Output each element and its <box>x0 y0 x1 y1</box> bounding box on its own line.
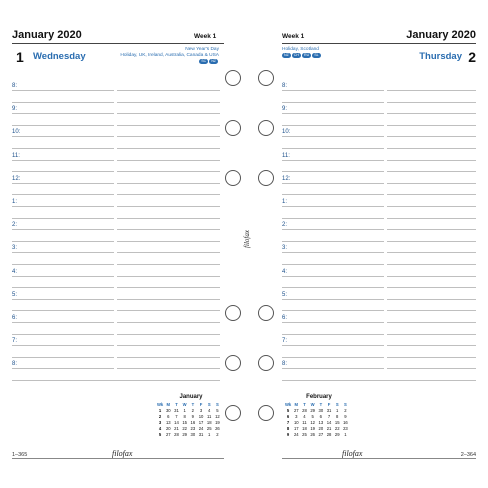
hour-rule <box>282 218 476 219</box>
mini-cal-day: 19 <box>215 420 220 425</box>
left-day-name: Wednesday <box>33 51 86 62</box>
hour-label: 12: <box>282 175 291 182</box>
column-gap <box>114 84 117 374</box>
hour-label: 9: <box>12 106 18 113</box>
mini-cal-day: 18 <box>206 420 212 425</box>
hour-label: 3: <box>282 245 288 252</box>
hour-label: 4: <box>282 268 288 275</box>
right-bottom-rule <box>282 458 476 459</box>
mini-cal-day: 23 <box>190 426 196 431</box>
hour-rule <box>282 102 476 103</box>
mini-cal-day: 1 <box>344 432 347 437</box>
hour-rule <box>282 345 476 346</box>
mini-cal-header: F <box>199 402 203 407</box>
left-brand-logo: filofax <box>112 449 133 458</box>
mini-cal-day: 10 <box>293 420 299 425</box>
mini-cal-day: 14 <box>326 420 332 425</box>
mini-cal-day: 6 <box>167 414 170 419</box>
mini-cal-day: 29 <box>310 408 315 413</box>
hour-label: 8: <box>282 361 288 368</box>
mini-cal-day: 12 <box>215 414 220 419</box>
hour-label: 8: <box>12 361 18 368</box>
mini-cal-day: 4 <box>303 414 306 419</box>
mini-cal-day: 27 <box>165 432 171 437</box>
mini-cal-day: 27 <box>293 408 299 413</box>
country-pill: CH <box>293 53 299 57</box>
hour-label: 7: <box>12 338 18 345</box>
mini-cal-day: 1 <box>158 408 162 413</box>
mini-cal-day: 29 <box>182 432 187 437</box>
mini-cal-day: 30 <box>165 408 171 413</box>
hour-label: 5: <box>282 291 288 298</box>
column-gap <box>384 84 387 374</box>
hour-rule <box>12 380 220 381</box>
mini-cal-day: 7 <box>327 414 331 419</box>
punch-hole <box>258 70 274 86</box>
mini-cal-day: 3 <box>158 420 162 425</box>
mini-cal-day: 19 <box>310 426 315 431</box>
punch-hole <box>225 355 241 371</box>
spine-brand-logo: filofax <box>242 230 251 248</box>
mini-cal-header: F <box>327 402 331 407</box>
mini-cal-day: 30 <box>318 408 324 413</box>
hour-label: 7: <box>282 338 288 345</box>
mini-cal-day: 28 <box>326 432 332 437</box>
punch-hole <box>258 355 274 371</box>
hour-label: 11: <box>282 152 290 159</box>
mini-cal-day: 16 <box>343 420 348 425</box>
hour-label: 5: <box>12 291 18 298</box>
mini-cal-header: S <box>344 402 347 407</box>
mini-cal-day: 31 <box>198 432 204 437</box>
hour-rule <box>282 90 476 91</box>
mini-cal-day: 20 <box>165 426 171 431</box>
hour-rule <box>282 322 476 323</box>
mini-cal-day: 15 <box>334 420 340 425</box>
mini-cal-day: 3 <box>199 408 203 413</box>
hour-rule <box>282 113 476 114</box>
hour-label: 6: <box>282 315 288 321</box>
punch-hole <box>225 305 241 321</box>
left-header-rule <box>12 43 224 44</box>
mini-cal-day: 16 <box>190 420 196 425</box>
mini-cal-day: 9 <box>191 414 195 419</box>
mini-cal-day: 2 <box>216 432 219 437</box>
mini-cal-header: T <box>175 402 178 407</box>
mini-cal-day: 17 <box>293 426 299 431</box>
mini-cal-day: 13 <box>165 420 171 425</box>
hour-rule <box>282 380 476 381</box>
mini-cal-day: 15 <box>182 420 187 425</box>
mini-cal-header: T <box>303 402 306 407</box>
mini-cal-day: 6 <box>286 414 290 419</box>
mini-cal-day: 4 <box>208 408 211 413</box>
hour-rule <box>282 194 476 195</box>
mini-cal-day: 26 <box>310 432 315 437</box>
mini-cal-day: 13 <box>318 420 324 425</box>
right-holiday-name: Holiday, Scotland <box>282 47 319 52</box>
mini-cal-day: 1 <box>183 408 186 413</box>
hour-label: 10: <box>282 129 291 136</box>
hour-rule <box>282 206 476 207</box>
hour-rule <box>282 252 476 253</box>
mini-cal-day: 25 <box>302 432 307 437</box>
mini-cal-header: T <box>191 402 195 407</box>
right-header-rule <box>282 43 476 44</box>
mini-cal-day: 5 <box>216 408 219 413</box>
right-month-title: January 2020 <box>406 29 476 41</box>
hour-label: 6: <box>12 315 18 321</box>
hour-label: 1: <box>12 199 18 205</box>
left-mini-calendar <box>156 402 222 438</box>
mini-cal-day: 12 <box>310 420 315 425</box>
mini-cal-day: 2 <box>191 408 195 413</box>
right-day-number: 2 <box>468 49 476 65</box>
left-month-title: January 2020 <box>12 29 82 41</box>
mini-cal-day: 21 <box>326 426 332 431</box>
right-week-label: Week 1 <box>282 33 305 40</box>
right-page <box>244 0 488 488</box>
mini-cal-header: S <box>207 402 211 407</box>
mini-cal-day: 26 <box>215 426 220 431</box>
hour-rule <box>282 287 476 288</box>
left-bottom-rule <box>12 458 224 459</box>
mini-cal-day: 28 <box>174 432 179 437</box>
country-pill: RU <box>304 53 310 57</box>
country-pill: NZ <box>211 59 216 63</box>
mini-cal-header: M <box>294 402 299 407</box>
punch-hole <box>225 120 241 136</box>
mini-cal-day: 18 <box>302 426 307 431</box>
mini-cal-header: M <box>166 402 171 407</box>
mini-cal-header: W <box>310 402 315 407</box>
hour-rule <box>282 334 476 335</box>
mini-cal-day: 28 <box>302 408 307 413</box>
mini-cal-day: 1 <box>336 408 339 413</box>
right-day-name: Thursday <box>419 51 462 62</box>
mini-cal-day: 7 <box>175 414 178 419</box>
mini-cal-day: 24 <box>198 426 204 431</box>
mini-cal-day: 3 <box>295 414 298 419</box>
hour-rule <box>282 160 476 161</box>
mini-cal-day: 1 <box>208 432 211 437</box>
mini-cal-day: 29 <box>334 432 340 437</box>
mini-cal-day: 8 <box>286 426 290 431</box>
punch-hole <box>225 405 241 421</box>
mini-cal-day: 31 <box>174 408 179 413</box>
hour-rule <box>282 136 476 137</box>
left-day-number: 1 <box>16 49 24 65</box>
mini-cal-day: 6 <box>319 414 323 419</box>
hour-label: 11: <box>12 152 20 159</box>
left-holiday-name: New Year's Day <box>185 47 219 52</box>
hour-rule <box>282 276 476 277</box>
hour-label: 1: <box>282 199 288 205</box>
mini-cal-day: 8 <box>336 414 339 419</box>
hour-label: 4: <box>12 268 18 275</box>
hour-label: 8: <box>12 83 18 89</box>
mini-cal-header: Wk <box>156 402 164 407</box>
mini-cal-day: 9 <box>344 414 347 419</box>
mini-cal-day: 10 <box>198 414 204 419</box>
mini-cal-header: T <box>319 402 323 407</box>
mini-cal-day: 4 <box>158 426 162 431</box>
punch-hole <box>225 70 241 86</box>
mini-cal-day: 5 <box>311 414 314 419</box>
mini-cal-day: 11 <box>302 420 307 425</box>
mini-cal-header: S <box>216 402 219 407</box>
hour-rule <box>282 357 476 358</box>
hour-label: 3: <box>12 245 18 252</box>
hour-label: 9: <box>282 106 288 113</box>
hour-rule <box>282 310 476 311</box>
country-pill: NZ <box>284 53 289 57</box>
right-mini-calendar-title: February <box>306 394 332 400</box>
mini-cal-day: 7 <box>286 420 290 425</box>
hour-rule <box>282 171 476 172</box>
mini-cal-day: 11 <box>207 414 212 419</box>
mini-cal-day: 14 <box>174 420 179 425</box>
country-pill: SC <box>201 59 207 63</box>
hour-label: 2: <box>282 222 288 229</box>
hour-rule <box>282 368 476 369</box>
left-holiday-block <box>89 47 219 66</box>
hour-rule <box>282 183 476 184</box>
hour-label: 2: <box>12 222 18 229</box>
hour-rule <box>282 264 476 265</box>
mini-cal-day: 24 <box>293 432 299 437</box>
mini-cal-day: 2 <box>344 408 347 413</box>
hour-rule <box>282 229 476 230</box>
hour-rule <box>282 299 476 300</box>
mini-cal-day: 21 <box>174 426 179 431</box>
hour-label: 10: <box>12 129 21 136</box>
right-holiday-block <box>282 47 382 60</box>
mini-cal-day: 2 <box>158 414 162 419</box>
punch-hole <box>225 170 241 186</box>
mini-cal-day: 31 <box>326 408 332 413</box>
hour-rule <box>282 148 476 149</box>
mini-cal-header: W <box>182 402 187 407</box>
right-footer-daycount: 2–364 <box>460 452 476 458</box>
hour-rule <box>282 241 476 242</box>
mini-cal-day: 17 <box>198 420 204 425</box>
left-footer-daycount: 1–365 <box>12 452 28 458</box>
mini-cal-day: 8 <box>183 414 186 419</box>
mini-cal-day: 5 <box>158 432 162 437</box>
mini-cal-day: 30 <box>190 432 196 437</box>
mini-cal-day: 5 <box>286 408 290 413</box>
mini-cal-day: 9 <box>286 432 290 437</box>
hour-rule <box>282 125 476 126</box>
hour-label: 12: <box>12 175 21 182</box>
right-brand-logo: filofax <box>342 449 363 458</box>
mini-cal-day: 22 <box>334 426 340 431</box>
left-holiday-pills <box>89 59 219 66</box>
mini-cal-header: S <box>335 402 339 407</box>
punch-hole <box>258 305 274 321</box>
mini-cal-header: Wk <box>284 402 292 407</box>
right-holiday-pills <box>282 53 382 60</box>
left-mini-calendar-title: January <box>179 394 203 400</box>
country-pill: SL <box>314 53 319 57</box>
hour-label: 8: <box>282 83 288 89</box>
mini-cal-day: 25 <box>206 426 212 431</box>
punch-hole <box>258 120 274 136</box>
mini-cal-day: 23 <box>343 426 348 431</box>
punch-hole <box>258 170 274 186</box>
right-mini-calendar <box>284 402 350 438</box>
punch-hole <box>258 405 274 421</box>
mini-cal-day: 22 <box>182 426 187 431</box>
mini-cal-day: 20 <box>318 426 324 431</box>
left-holiday-countries: Holiday, UK, Ireland, Australia, Canada & USA <box>120 53 219 58</box>
left-week-label: Week 1 <box>194 33 217 40</box>
mini-cal-day: 27 <box>318 432 324 437</box>
